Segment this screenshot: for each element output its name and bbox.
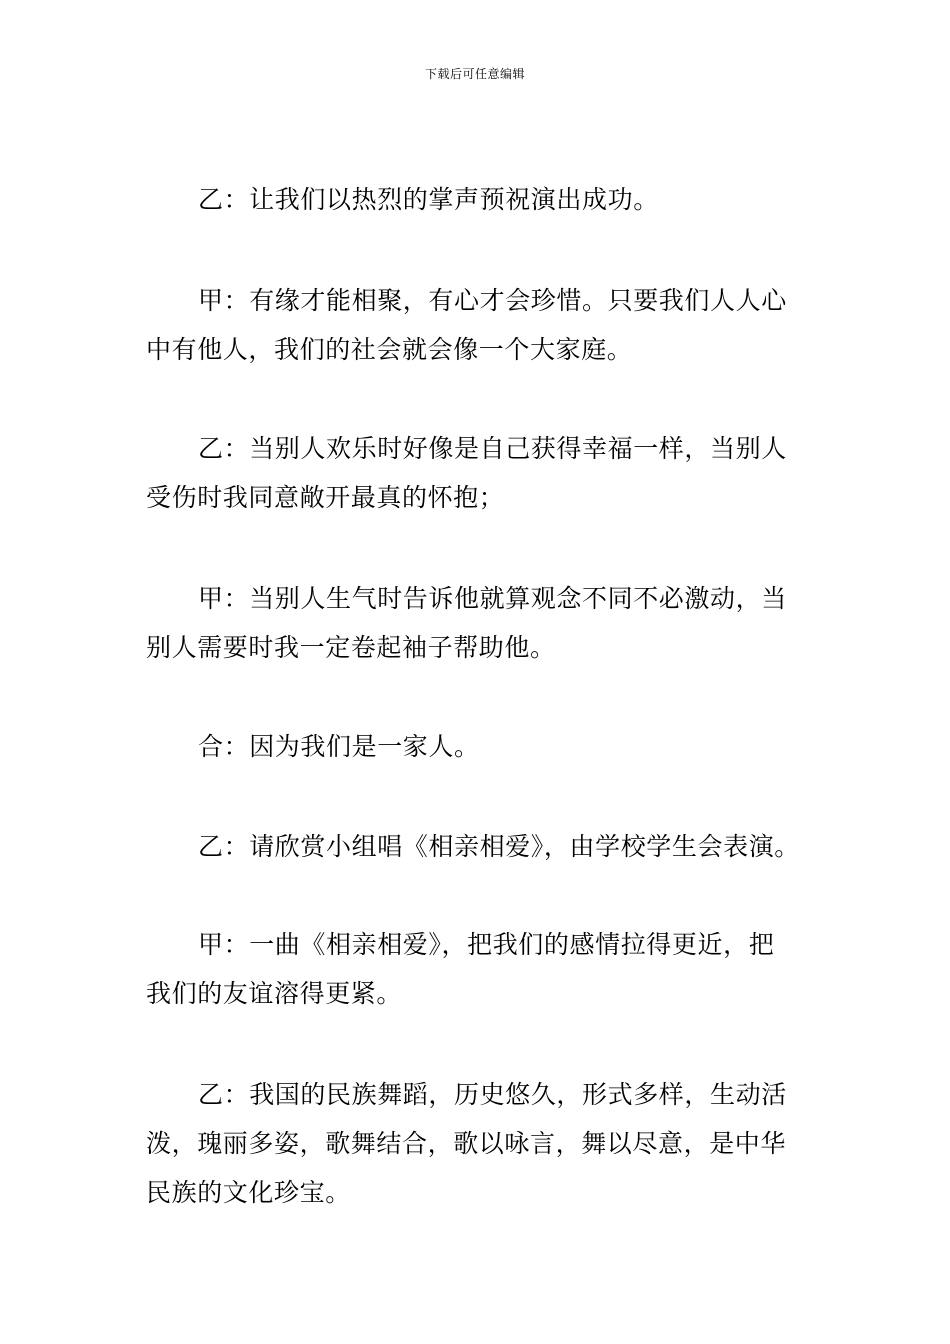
- paragraph: [146, 175, 810, 224]
- paragraph-line: 乙：请欣赏小组唱《相亲相爱》，由学校学生会表演。: [198, 832, 800, 861]
- paragraph: [146, 1070, 810, 1217]
- paragraph: [146, 276, 810, 374]
- paragraph-line: 民族的文化珍宝。: [146, 1178, 351, 1207]
- page-header-note: 下载后可任意编辑: [424, 67, 525, 81]
- paragraph: [146, 822, 810, 871]
- paragraph: [146, 920, 810, 1018]
- paragraph-line: 泼，瑰丽多姿，歌舞结合，歌以咏言，舞以尽意，是中华: [146, 1129, 787, 1158]
- paragraph-line: 合：因为我们是一家人。: [198, 732, 480, 761]
- paragraph-line: 乙：当别人欢乐时好像是自己获得幸福一样，当别人: [198, 434, 787, 463]
- paragraph-line: 中有他人，我们的社会就会像一个大家庭。: [146, 335, 633, 364]
- paragraph-line: 甲：有缘才能相聚，有心才会珍惜。只要我们人人心: [198, 286, 787, 315]
- paragraph-line: 乙：我国的民族舞蹈，历史悠久，形式多样，生动活: [198, 1080, 787, 1109]
- paragraph-line: 受伤时我同意敞开最真的怀抱；: [146, 483, 505, 512]
- paragraph-line: 我们的友谊溶得更紧。: [146, 979, 403, 1008]
- paragraph-line: 别人需要时我一定卷起袖子帮助他。: [146, 633, 556, 662]
- paragraph: [146, 424, 810, 522]
- paragraph-line: 甲：一曲《相亲相爱》，把我们的感情拉得更近，把: [198, 930, 775, 959]
- paragraph: [146, 722, 810, 771]
- paragraph-line: 甲：当别人生气时告诉他就算观念不同不必激动，当: [198, 584, 787, 613]
- paragraph: [146, 574, 810, 672]
- paragraph-line: 乙：让我们以热烈的掌声预祝演出成功。: [198, 185, 659, 214]
